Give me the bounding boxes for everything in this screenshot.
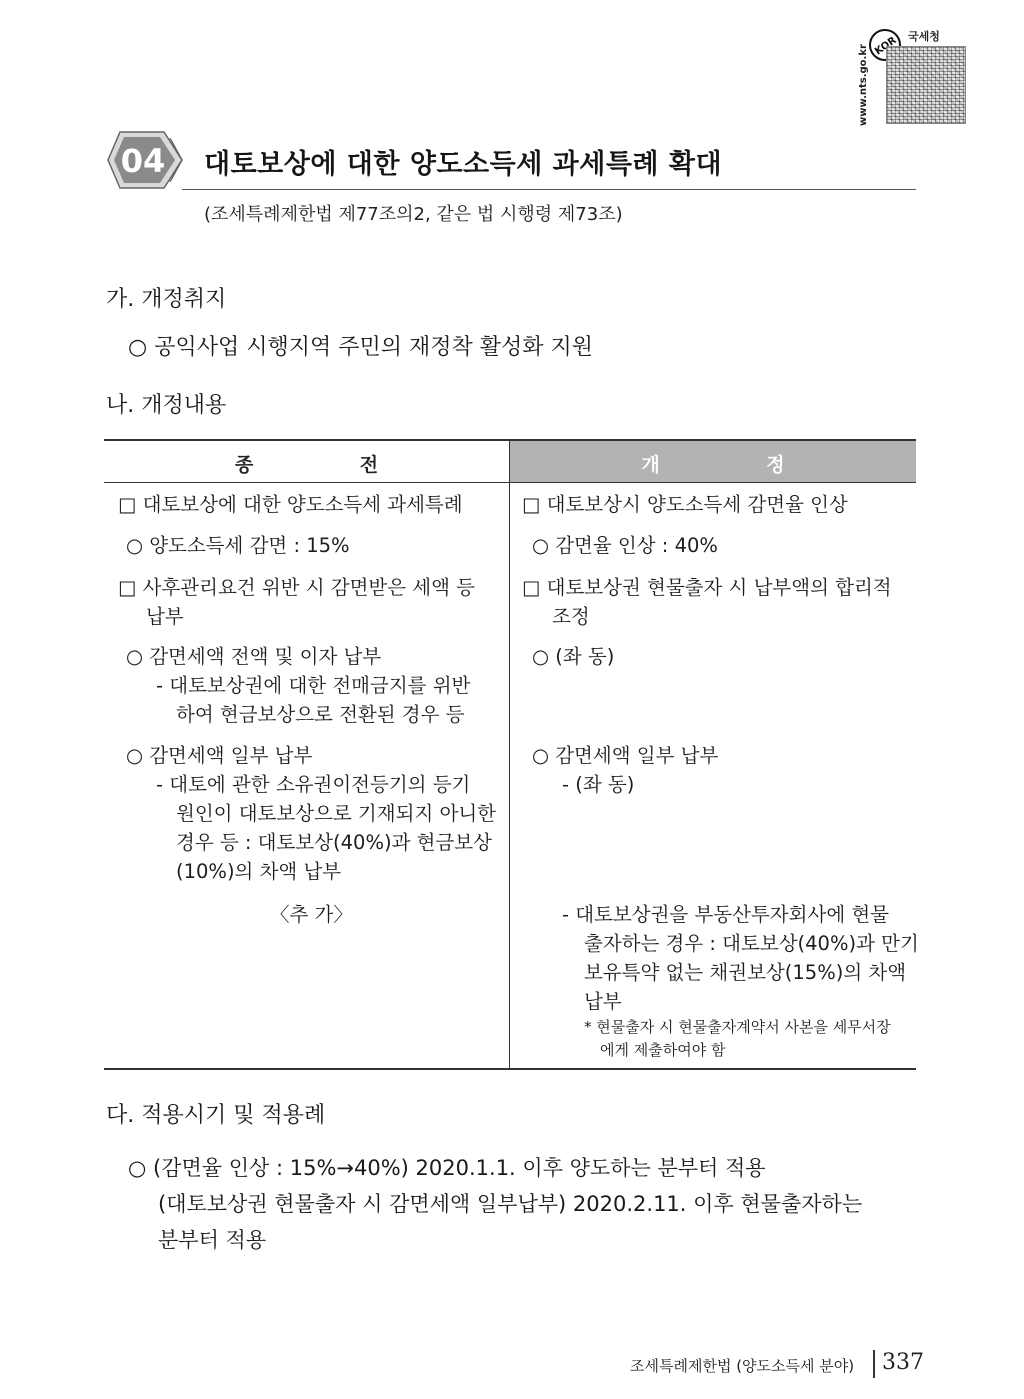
before-item: □ 대토보상에 대한 양도소득세 과세특례 (118, 493, 463, 516)
after-item: 조정 (552, 605, 590, 628)
after-item: ○ (좌 동) (532, 645, 615, 668)
before-item: ○ 양도소득세 감면 : 15% (126, 534, 350, 557)
purpose-item: ○ 공익사업 시행지역 주민의 재정착 활성화 지원 (128, 335, 593, 360)
content-heading: 나. 개정내용 (106, 393, 227, 418)
table-header-before: 종 전 (234, 454, 379, 476)
before-item: □ 사후관리요건 위반 시 감면받은 세액 등 (118, 576, 476, 599)
website-url: www.nts.go.kr (858, 44, 869, 126)
table-column-divider (509, 439, 510, 1069)
apply-heading: 다. 적용시기 및 적용례 (106, 1103, 326, 1128)
after-item: - (좌 동) (562, 773, 635, 796)
after-item: ○ 감면율 인상 : 40% (532, 534, 718, 557)
purpose-heading: 가. 개정취지 (106, 287, 227, 312)
after-item: - 대토보상권을 부동산투자회사에 현물 (562, 903, 890, 926)
chapter-number-badge (106, 130, 184, 190)
after-item: □ 대토보상시 양도소득세 감면율 인상 (522, 493, 848, 516)
before-item: 하여 현금보상으로 전환된 경우 등 (176, 703, 465, 726)
before-item: ○ 감면세액 전액 및 이자 납부 (126, 645, 382, 668)
table-bottom-border (104, 1068, 916, 1070)
qr-code (886, 46, 966, 124)
agency-name: 국세청 (908, 30, 940, 43)
after-note: * 현물출자 시 현물출자계약서 사본을 세무서장 (584, 1018, 891, 1036)
before-item: - 대토에 관한 소유권이전등기의 등기 (156, 773, 471, 796)
after-item: 출자하는 경우 : 대토보상(40%)과 만기 (584, 932, 919, 955)
before-item: 경우 등 : 대토보상(40%)과 현금보상 (176, 831, 492, 854)
page-subtitle: (조세특례제한법 제77조의2, 같은 법 시행령 제73조) (204, 204, 623, 225)
apply-line-3: 분부터 적용 (158, 1228, 267, 1252)
page-title: 대토보상에 대한 양도소득세 과세특례 확대 (204, 149, 723, 180)
before-item: 〈추 가〉 (270, 903, 353, 926)
title-divider (182, 189, 916, 190)
table-header-after: 개 정 (641, 454, 785, 476)
table-top-border (104, 439, 916, 441)
footer-title: 조세특례제한법 (양도소득세 분야) (630, 1357, 855, 1375)
page-number: 337 (882, 1350, 924, 1375)
after-item: 납부 (584, 990, 622, 1013)
after-item: □ 대토보상권 현물출자 시 납부액의 합리적 (522, 576, 892, 599)
before-item: (10%)의 차액 납부 (176, 860, 342, 883)
after-item: ○ 감면세액 일부 납부 (532, 744, 719, 767)
apply-line-1: ○ (감면율 인상 : 15%→40%) 2020.1.1. 이후 양도하는 분부터 적용 (128, 1156, 766, 1180)
before-item: 원인이 대토보상으로 기재되지 아니한 (176, 802, 496, 825)
table-header-divider (104, 482, 916, 483)
after-note: 에게 제출하여야 함 (600, 1041, 726, 1059)
chapter-number: 04 (120, 142, 166, 180)
footer-divider (873, 1350, 875, 1378)
before-item: - 대토보상권에 대한 전매금지를 위반 (156, 674, 471, 697)
after-item: 보유특약 없는 채권보상(15%)의 차액 (584, 961, 907, 984)
apply-line-2: (대토보상권 현물출자 시 감면세액 일부납부) 2020.2.11. 이후 현물출자하는 (158, 1192, 863, 1216)
before-item: ○ 감면세액 일부 납부 (126, 744, 313, 767)
before-item: 납부 (146, 605, 184, 628)
apply-text (128, 1150, 862, 1258)
